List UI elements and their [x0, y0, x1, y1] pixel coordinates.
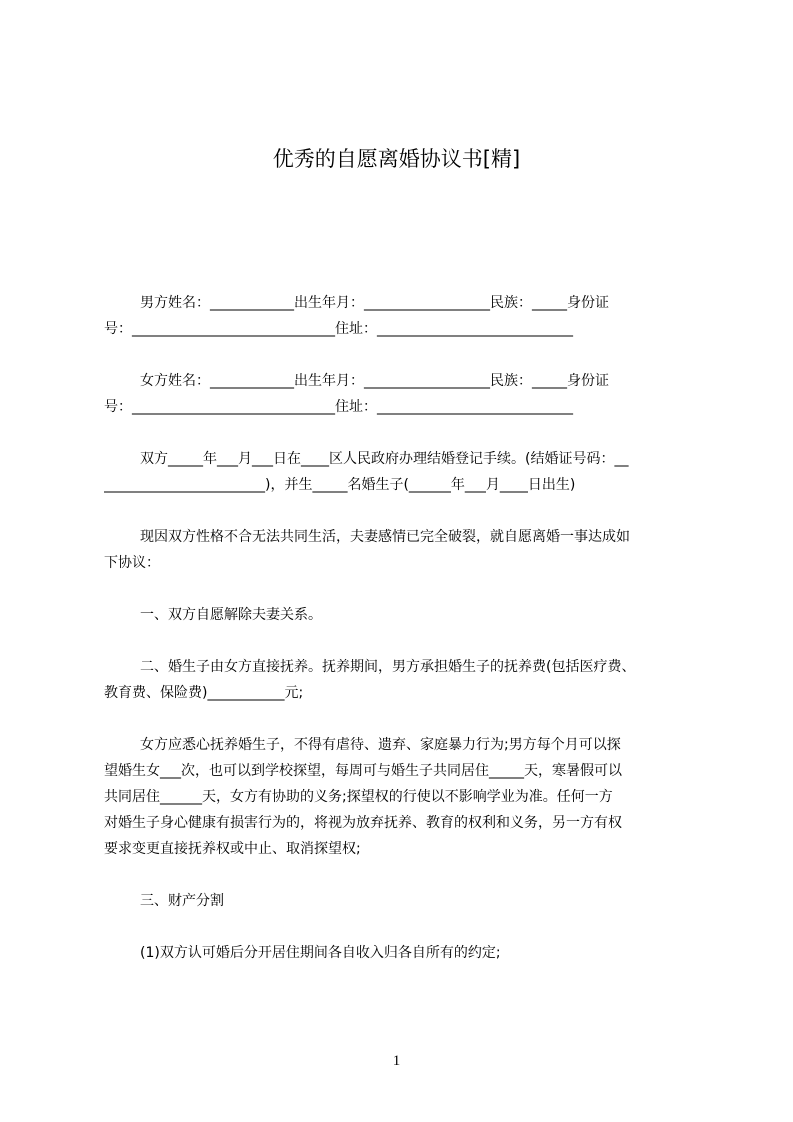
clause-2-paragraph: [104, 654, 700, 706]
clause-2-detail-line-5: 要求变更直接抚养权或中止、取消探望权;: [104, 841, 361, 857]
female-info-line-1: 女方姓名：____________出生年月：__________________民族：_____身份证: [140, 373, 609, 389]
reason-paragraph: [104, 524, 700, 576]
reason-line-2: 下协议：: [104, 555, 160, 571]
male-info-line-1: 男方姓名：____________出生年月：__________________民族：_____身份证: [140, 295, 609, 311]
male-info-paragraph: [104, 290, 700, 342]
clause-2-line-2: 教育费、保险费)___________元;: [104, 685, 304, 701]
marriage-info-line-1: 双方_____年___月___日在____区人民政府办理结婚登记手续。(结婚证号码：__: [140, 451, 629, 467]
marriage-info-line-2: _______________________)，并生_____名婚生子(______年___月____日出生): [104, 477, 576, 493]
clause-3-paragraph: [104, 888, 700, 914]
clause-2-detail-line-3: 共同居住______天，女方有协助的义务;探望权的行使以不影响学业为准。任何一方: [104, 789, 613, 805]
clause-2-detail-line-4: 对婚生子身心健康有损害行为的，将视为放弃抚养、教育的权利和义务，另一方有权: [104, 815, 622, 831]
female-info-paragraph: [104, 368, 700, 420]
reason-line-1: 现因双方性格不合无法共同生活，夫妻感情已完全破裂，就自愿离婚一事达成如: [140, 529, 630, 545]
clause-2-detail-line-2: 望婚生女___次，也可以到学校探望，每周可与婚生子共同居住_____天，寒暑假可以: [104, 763, 622, 779]
page-number: 1: [392, 1053, 401, 1069]
male-info-line-2: 号：_____________________________住址：____________________________: [104, 321, 573, 337]
clause-2-detail-paragraph: [104, 732, 700, 862]
clause-3-1-paragraph: [104, 940, 700, 966]
document-body: [104, 290, 700, 992]
clause-2-line-1: 二、婚生子由女方直接抚养。抚养期间，男方承担婚生子的抚养费(包括医疗费、: [140, 659, 636, 675]
clause-2-detail-line-1: 女方应悉心抚养婚生子，不得有虐待、遗弃、家庭暴力行为;男方每个月可以探: [140, 737, 621, 753]
clause-1-text: 一、双方自愿解除夫妻关系。: [140, 607, 322, 623]
clause-3-heading: 三、财产分割: [140, 893, 224, 909]
marriage-info-paragraph: [104, 446, 700, 498]
clause-1-paragraph: [104, 602, 700, 628]
clause-3-1-text: (1)双方认可婚后分开居住期间各自收入归各自所有的约定;: [140, 945, 501, 961]
document-title: 优秀的自愿离婚协议书[精]: [272, 147, 521, 171]
female-info-line-2: 号：_____________________________住址：____________________________: [104, 399, 573, 415]
